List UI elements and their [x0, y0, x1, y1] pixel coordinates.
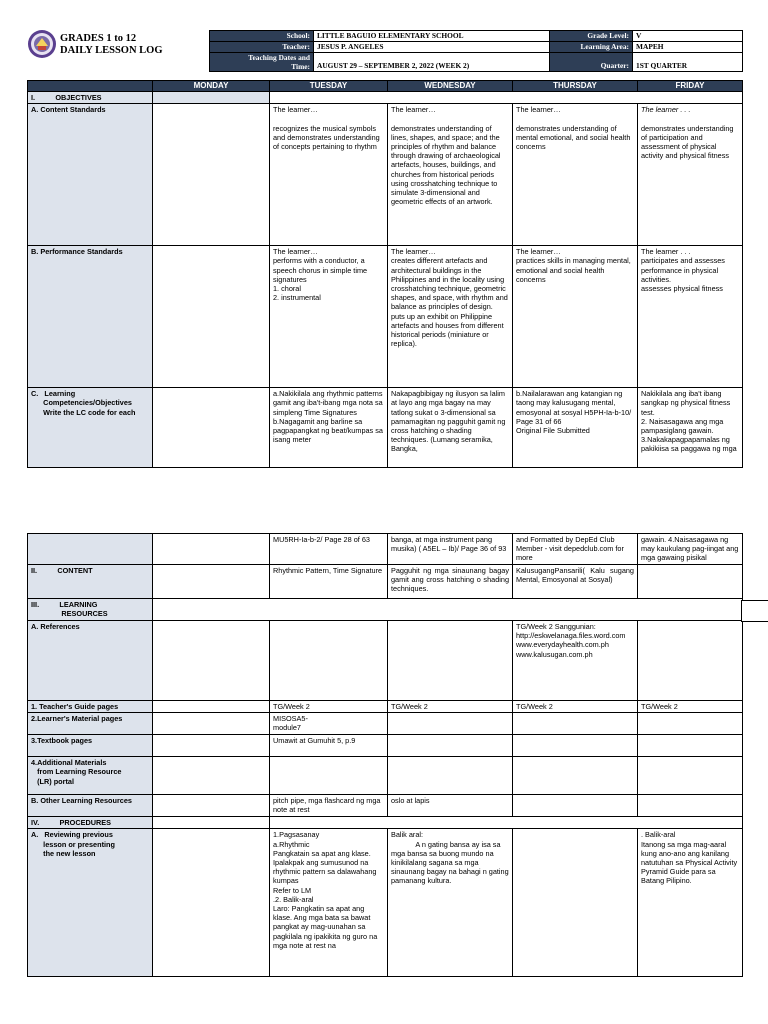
competencies-wed: Nakapagbibigay ng ilusyon sa lalim at layo ang mga bagay na may tatlong sukat o 3-dimensional sa pamamagitan ng pagguhit gamit ng cross hatching o shading techniques. (Lumang seramika, Bangka,: [388, 388, 513, 468]
reviewing-thu: [513, 829, 638, 977]
additional-materials-tue: [270, 757, 388, 795]
content-wed: Pagguhit ng mga sinaunang bagay gamit ang cross hatching o shading techniques.: [388, 565, 513, 599]
references-row: [28, 621, 743, 701]
quarter-value: 1ST QUARTER: [633, 53, 743, 72]
learners-material-row: [28, 713, 743, 735]
day-thursday: THURSDAY: [513, 81, 638, 92]
content-row: [28, 565, 743, 599]
header-info-table: [209, 30, 743, 72]
reviewing-wed: Balik aral: A n gating bansa ay isa sa mga bansa sa buong mundo na kinikilalang sagana sa mga sinaunang bagay na bahagi n gating pamanang kultura.: [388, 829, 513, 977]
learners-material-wed: [388, 713, 513, 735]
textbook-row: [28, 735, 743, 757]
teachers-guide-thu: TG/Week 2: [513, 701, 638, 713]
document-title: [60, 33, 163, 57]
competencies-cont-thu: and Formatted by DepEd Club Member - visit depedclub.com for more: [513, 534, 638, 565]
performance-standards-label: B. Performance Standards: [28, 246, 153, 388]
deped-seal-icon: [27, 29, 57, 59]
competencies-label: C. Learning Competencies/Objectives Write the LC code for each: [28, 388, 153, 468]
learners-material-fri: [638, 713, 743, 735]
competencies-cont-fri: gawain. 4.Naisasagawa ng may kaukulang pag-iingat ang mga gawaing pisikal: [638, 534, 743, 565]
teacher-value: JESUS P. ANGELES: [314, 42, 550, 53]
objectives-blank: [270, 92, 743, 104]
teachers-guide-fri: TG/Week 2: [638, 701, 743, 713]
procedures-blank-mon: [153, 817, 270, 829]
objectives-blank-mon: [153, 92, 270, 104]
content-standards-wed: The learner… demonstrates understanding of lines, shapes, and space; and the principles of rhythm and balance through drawing of archaeological artefacts, houses, buildings, and churches from historical periods using crosshatching technique to simulate 3-dimensional and geometric effects of an artwork.: [388, 104, 513, 246]
content-thu: KalusugangPansarili( Kalu sugang Mental, Emosyonal at Sosyal): [513, 565, 638, 599]
content-mon: [153, 565, 270, 599]
content-standards-row: [28, 104, 743, 246]
area-label: Learning Area:: [550, 42, 633, 53]
content-heading: II. CONTENT: [28, 565, 153, 599]
learning-resources-blank: [153, 599, 743, 621]
day-friday: FRIDAY: [638, 81, 743, 92]
performance-standards-tue: The learner… performs with a conductor, a speech chorus in simple time signatures 1. choral 2. instrumental: [270, 246, 388, 388]
competencies-cont-tue: MU5RH-Ia-b-2/ Page 28 of 63: [270, 534, 388, 565]
day-tuesday: TUESDAY: [270, 81, 388, 92]
other-resources-label: B. Other Learning Resources: [28, 795, 153, 817]
additional-materials-wed: [388, 757, 513, 795]
performance-standards-wed: The learner… creates different artefacts and architectural buildings in the Philippines and in the locality using crosshatching technique, geometric shapes, and space, with rhythm and balance as principles of design. puts up an exhibit on Philippine artefacts and houses from different historical periods (miniature or replica).: [388, 246, 513, 388]
grade-label: Grade Level:: [550, 31, 633, 42]
dates-value: AUGUST 29 – SEPTEMBER 2, 2022 (WEEK 2): [314, 53, 550, 72]
content-fri: [638, 565, 743, 599]
reviewing-row: [28, 829, 743, 977]
additional-materials-fri: [638, 757, 743, 795]
textbook-mon: [153, 735, 270, 757]
day-monday: MONDAY: [153, 81, 270, 92]
content-standards-label: A. Content Standards: [28, 104, 153, 246]
textbook-thu: [513, 735, 638, 757]
teachers-guide-label: 1. Teacher's Guide pages: [28, 701, 153, 713]
dates-label-line-1: Teaching Dates and: [248, 53, 310, 62]
page-one: [0, 0, 768, 500]
content-standards-mon: [153, 104, 270, 246]
competencies-cont-label: [28, 534, 153, 565]
day-wednesday: WEDNESDAY: [388, 81, 513, 92]
teachers-guide-wed: TG/Week 2: [388, 701, 513, 713]
procedures-heading: IV. PROCEDURES: [28, 817, 153, 829]
procedures-blank: [270, 817, 743, 829]
textbook-wed: [388, 735, 513, 757]
competencies-row: [28, 388, 743, 468]
references-mon: [153, 621, 270, 701]
performance-standards-thu: The learner… practices skills in managing mental, emotional and social health concerns: [513, 246, 638, 388]
content-tue: Rhythmic Pattern, Time Signature: [270, 565, 388, 599]
school-value: LITTLE BAGUIO ELEMENTARY SCHOOL: [314, 31, 550, 42]
teachers-guide-mon: [153, 701, 270, 713]
performance-standards-mon: [153, 246, 270, 388]
other-resources-thu: [513, 795, 638, 817]
teachers-guide-row: [28, 701, 743, 713]
teachers-guide-tue: TG/Week 2: [270, 701, 388, 713]
additional-materials-thu: [513, 757, 638, 795]
learners-material-mon: [153, 713, 270, 735]
teacher-label: Teacher:: [210, 42, 314, 53]
reviewing-mon: [153, 829, 270, 977]
dates-label-line-2: Time:: [291, 62, 310, 71]
reviewing-label: A. Reviewing previous lesson or presenting the new lesson: [28, 829, 153, 977]
additional-materials-label: 4.Additional Materials from Learning Resource (LR) portal: [28, 757, 153, 795]
learning-resources-heading: III. LEARNING RESOURCES: [28, 599, 153, 621]
additional-materials-row: [28, 757, 743, 795]
reviewing-fri: . Balik-aral Itanong sa mga mag-aaral kung ano-ano ang kanilang natutuhan sa Physical Activity Pyramid Guide para sa Batang Pilipino.: [638, 829, 743, 977]
references-thu: TG/Week 2 Sanggunian: http://eskwelanaga.files.word.com www.everydayhealth.com.ph www.kalusugan.com.ph: [513, 621, 638, 701]
learners-material-tue: MISOSA5- module7: [270, 713, 388, 735]
page-two: [0, 515, 768, 1024]
objectives-row: [28, 92, 743, 104]
other-resources-mon: [153, 795, 270, 817]
competencies-thu: b.Nailalarawan ang katangian ng taong may kalusugang mental, emosyonal at sosyal H5PH-Ia-b-10/ Page 31 of 66 Original File Submitted: [513, 388, 638, 468]
area-value: MAPEH: [633, 42, 743, 53]
references-tue: [270, 621, 388, 701]
references-wed: [388, 621, 513, 701]
content-standards-fri: The learner . . . demonstrates understanding of participation and assessment of physical activity and physical fitness: [638, 104, 743, 246]
title-line-1: GRADES 1 to 12: [60, 33, 137, 44]
day-header-row: [28, 81, 743, 92]
competencies-cont-wed: banga, at mga instrument pang musika) ( A5EL – Ib)/ Page 36 of 93: [388, 534, 513, 565]
textbook-fri: [638, 735, 743, 757]
learning-resources-row: [28, 599, 743, 621]
competencies-tue: a.Nakikilala ang rhythmic patterns gamit ang iba't-ibang mga nota sa simpleng Time Signatures b.Nagagamit ang barline sa pagpapangkat ng beat/kumpas sa isang meter: [270, 388, 388, 468]
dates-label: [210, 53, 314, 72]
textbook-tue: Umawit at Gumuhit 5, p.9: [270, 735, 388, 757]
performance-standards-row: [28, 246, 743, 388]
quarter-label: Quarter:: [550, 53, 633, 72]
references-fri: [638, 621, 743, 701]
competencies-cont-mon: [153, 534, 270, 565]
performance-standards-fri: The learner . . . participates and assesses performance in physical activities. assesses physical fitness: [638, 246, 743, 388]
content-standards-tue: The learner… recognizes the musical symbols and demonstrates understanding of concepts pertaining to rhythm: [270, 104, 388, 246]
learner-intro-italic: The learner . . .: [641, 105, 691, 115]
objectives-heading: I. OBJECTIVES: [28, 92, 153, 104]
reviewing-tue: 1.Pagsasanay a.Rhythmic Pangkatain sa apat ang klase. Ipalakpak ang sumusunod na rhythmic pattern sa dalawahang kumpas Refer to LM .2. Balik-aral Laro: Pangkatin sa apat ang klase. Ang mga bata sa bawat pangkat ay mag-uunahan sa pagkilala ng ipakikita ng guro na mga note at rest na: [270, 829, 388, 977]
competencies-fri: Nakikilala ang iba't ibang sangkap ng physical fitness test. 2. Naisasagawa ang mga pampasiglang gawain. 3.Nakakapagpapamalas ng pakikiisa sa paggawa ng mga: [638, 388, 743, 468]
additional-materials-mon: [153, 757, 270, 795]
grade-value: V: [633, 31, 743, 42]
other-resources-row: [28, 795, 743, 817]
procedures-row: [28, 817, 743, 829]
content-standards-thu: The learner… demonstrates understanding of mental emotional, and social health concerns: [513, 104, 638, 246]
overflow-cell: [741, 600, 768, 622]
learners-material-thu: [513, 713, 638, 735]
corner-cell: [28, 81, 153, 92]
other-resources-wed: oslo at lapis: [388, 795, 513, 817]
lesson-table-page-2: [27, 533, 743, 977]
learners-material-label: 2.Learner's Material pages: [28, 713, 153, 735]
lesson-table-page-1: [27, 80, 743, 468]
competencies-continued-row: [28, 534, 743, 565]
other-resources-fri: [638, 795, 743, 817]
school-label: School:: [210, 31, 314, 42]
title-line-2: DAILY LESSON LOG: [60, 45, 163, 56]
references-label: A. References: [28, 621, 153, 701]
competencies-mon: [153, 388, 270, 468]
other-resources-tue: pitch pipe, mga flashcard ng mga note at rest: [270, 795, 388, 817]
textbook-label: 3.Textbook pages: [28, 735, 153, 757]
